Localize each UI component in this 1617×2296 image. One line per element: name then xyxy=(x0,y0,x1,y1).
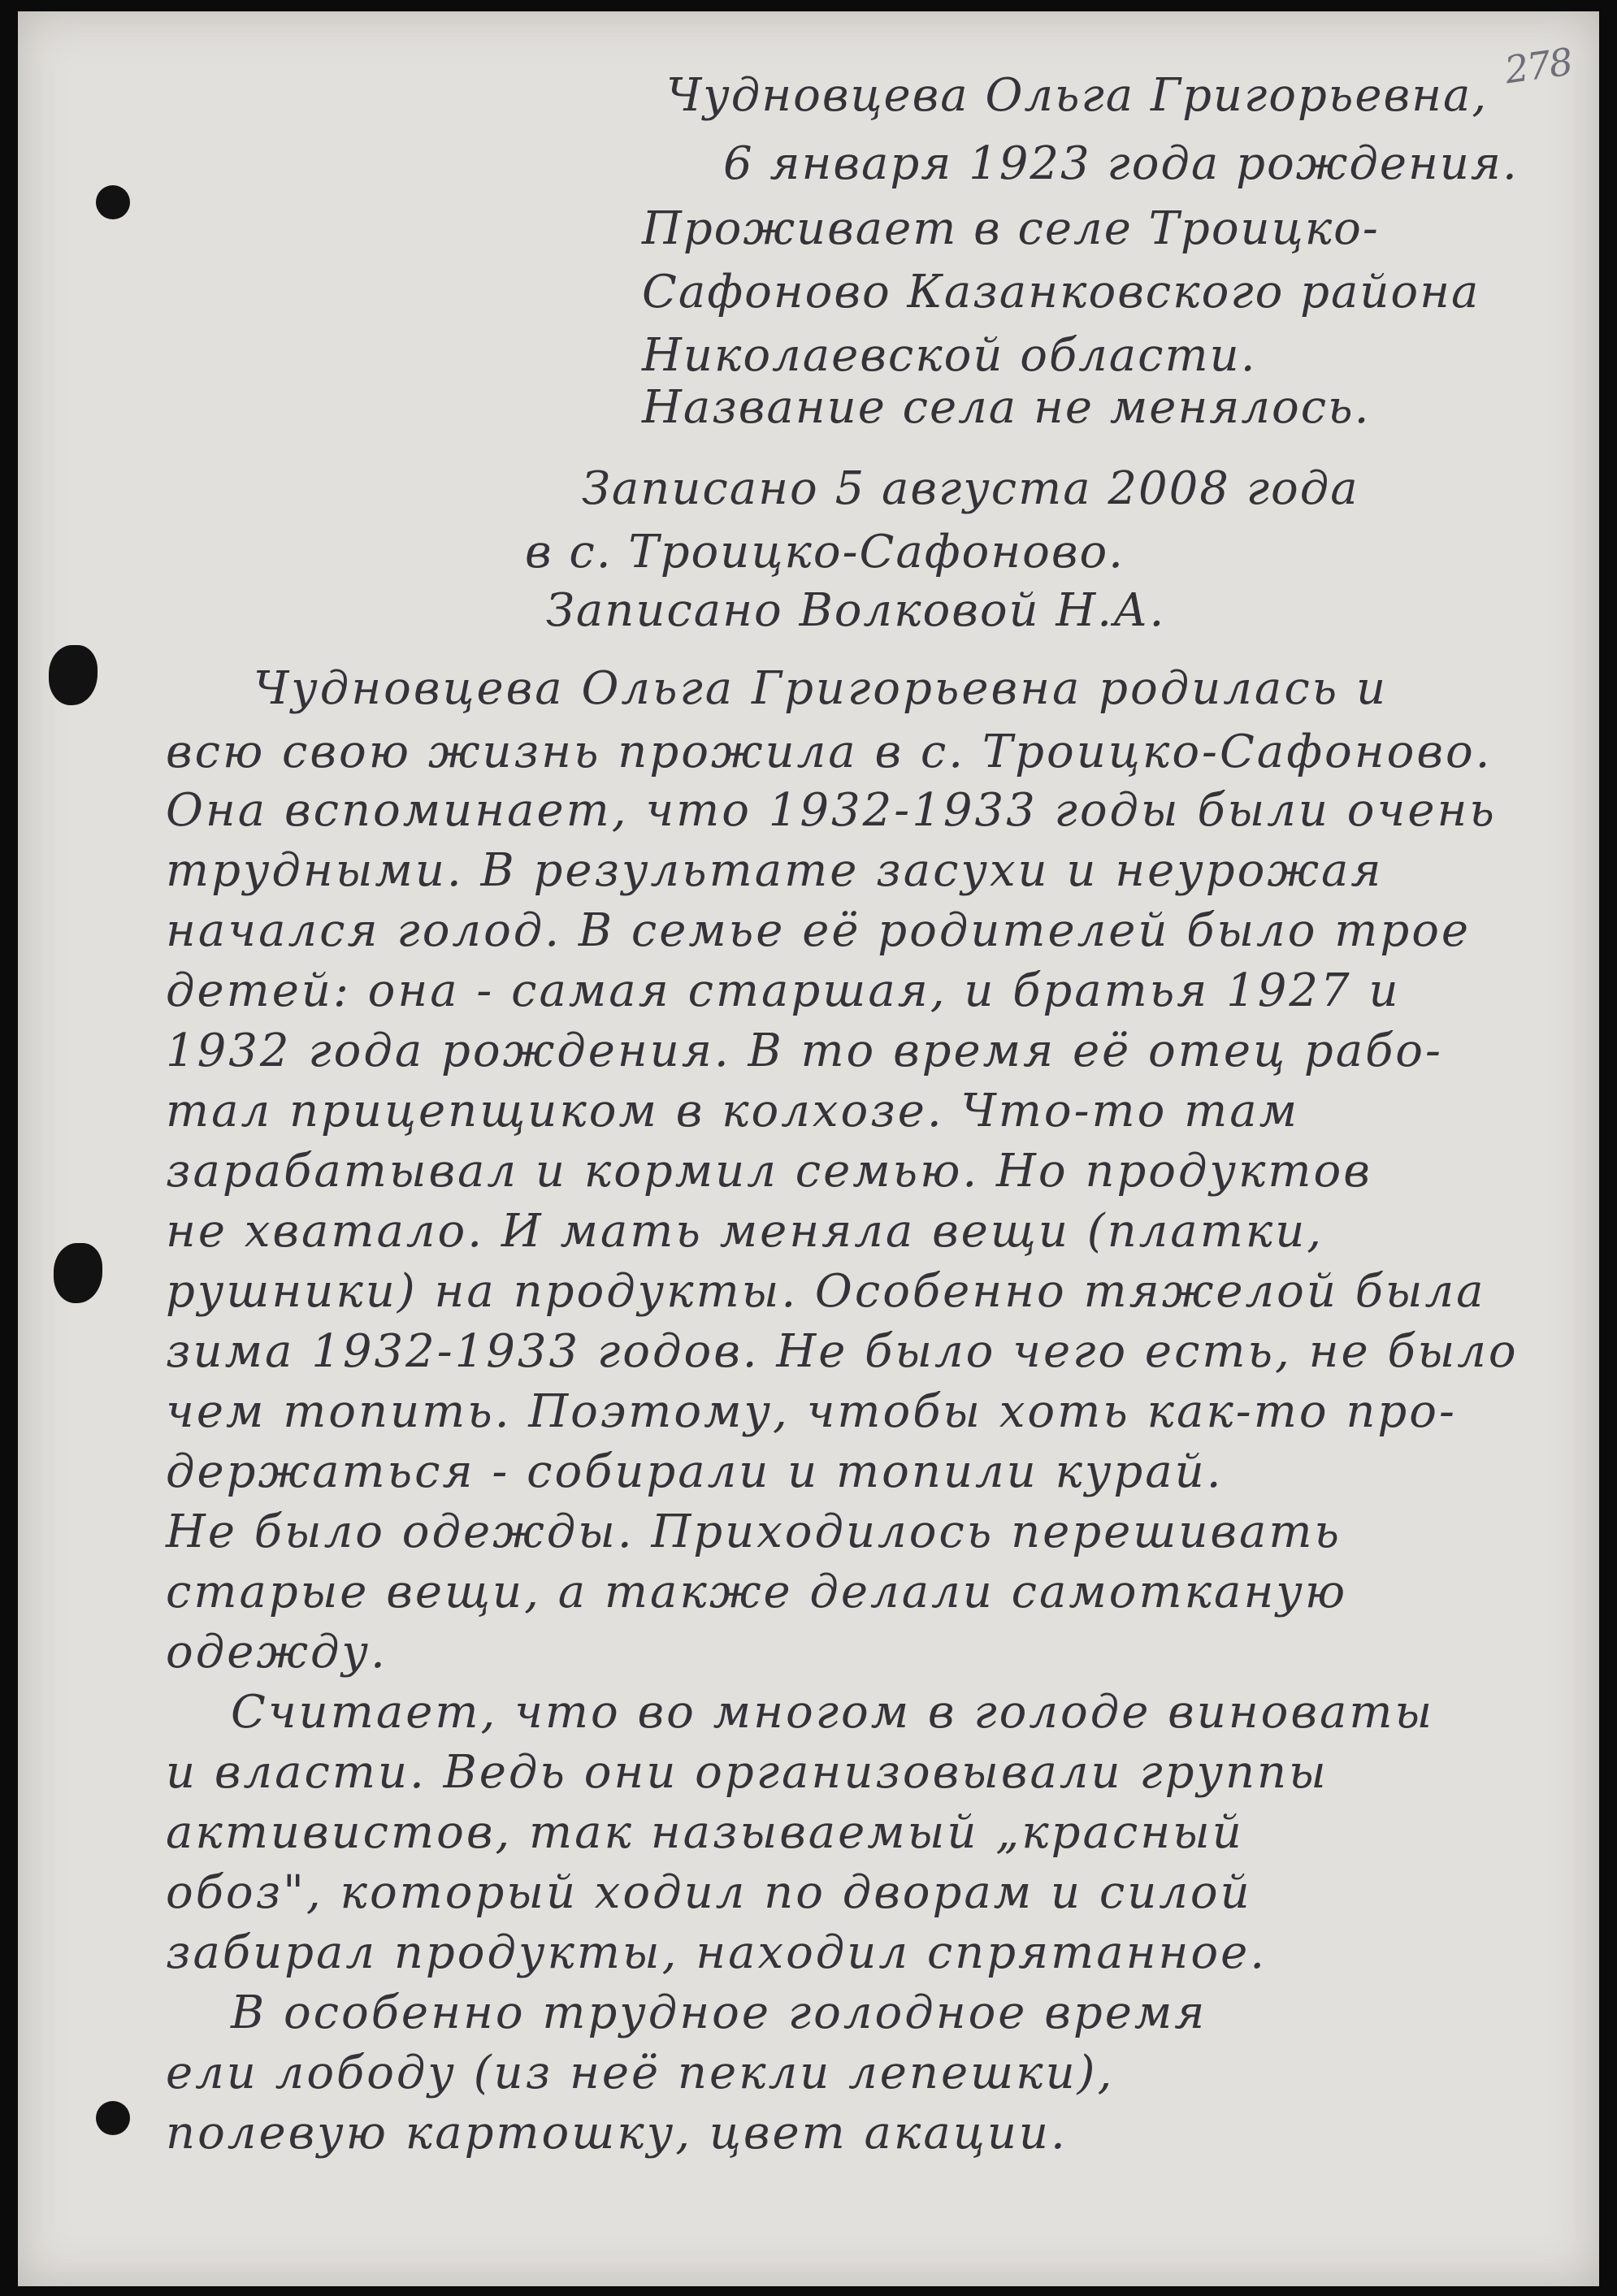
body-line: тал прицепщиком в колхозе. Что-то там xyxy=(166,1085,1300,1137)
body-line: зарабатывал и кормил семью. Но продуктов xyxy=(166,1145,1372,1198)
header-line: Николаевской области. xyxy=(642,329,1257,382)
body-line: В особенно трудное голодное время xyxy=(231,1986,1207,2039)
document-sheet xyxy=(18,11,1599,2286)
punch-hole-middle xyxy=(54,1243,102,1303)
body-line: Не было одежды. Приходилось перешивать xyxy=(166,1505,1342,1558)
punch-hole-top xyxy=(96,185,130,219)
body-line: забирал продукты, находил спрятанное. xyxy=(166,1926,1268,1979)
body-line: старые вещи, а также делали самотканую xyxy=(166,1566,1348,1618)
body-line: рушники) на продукты. Особенно тяжелой была xyxy=(166,1265,1486,1318)
header-line: Сафоново Казанковского района xyxy=(642,266,1480,318)
header-line: 6 января 1923 года рождения. xyxy=(723,137,1519,190)
body-line: Считает, что во многом в голоде виноваты xyxy=(231,1686,1435,1739)
punch-hole-bottom xyxy=(96,2101,130,2135)
body-line: одежду. xyxy=(166,1626,388,1679)
body-line: держаться - собирали и топили курай. xyxy=(166,1445,1224,1498)
record-line: Записано 5 августа 2008 года xyxy=(582,462,1359,515)
body-line: 1932 года рождения. В то время её отец рабо- xyxy=(166,1025,1443,1077)
body-line: ели лободу (из неё пекли лепешки), xyxy=(166,2047,1115,2099)
header-line: Проживает в селе Троицко- xyxy=(642,202,1380,255)
record-line: Записано Волковой Н.А. xyxy=(546,584,1166,637)
page-number: 278 xyxy=(1502,39,1575,93)
body-line: начался голод. В семье её родителей было трое xyxy=(166,904,1472,957)
punch-hole-torn xyxy=(49,645,98,705)
body-line: полевую картошку, цвет акации. xyxy=(166,2107,1068,2160)
body-line: обоз", который ходил по дворам и силой xyxy=(166,1866,1252,1919)
header-line: Название села не менялось. xyxy=(642,381,1371,434)
body-line: Чудновцева Ольга Григорьевна родилась и xyxy=(254,662,1389,715)
body-line: активистов, так называемый „красный xyxy=(166,1806,1244,1859)
body-line: зима 1932-1933 годов. Не было чего есть, не было xyxy=(166,1325,1519,1378)
body-line: детей: она - самая старшая, и братья 1927 и xyxy=(166,964,1401,1017)
body-line: Она вспоминает, что 1932-1933 годы были очень xyxy=(166,784,1497,837)
body-line: всю свою жизнь прожила в с. Троицко-Сафоново. xyxy=(166,726,1493,778)
body-line: и власти. Ведь они организовывали группы xyxy=(166,1746,1329,1799)
body-line: чем топить. Поэтому, чтобы хоть как-то про- xyxy=(166,1385,1457,1438)
header-line: Чудновцева Ольга Григорьевна, xyxy=(666,69,1489,122)
body-line: не хватало. И мать меняла вещи (платки, xyxy=(166,1205,1324,1258)
record-line: в с. Троицко-Сафоново. xyxy=(525,526,1125,578)
body-line: трудными. В результате засухи и неурожая xyxy=(166,844,1384,897)
